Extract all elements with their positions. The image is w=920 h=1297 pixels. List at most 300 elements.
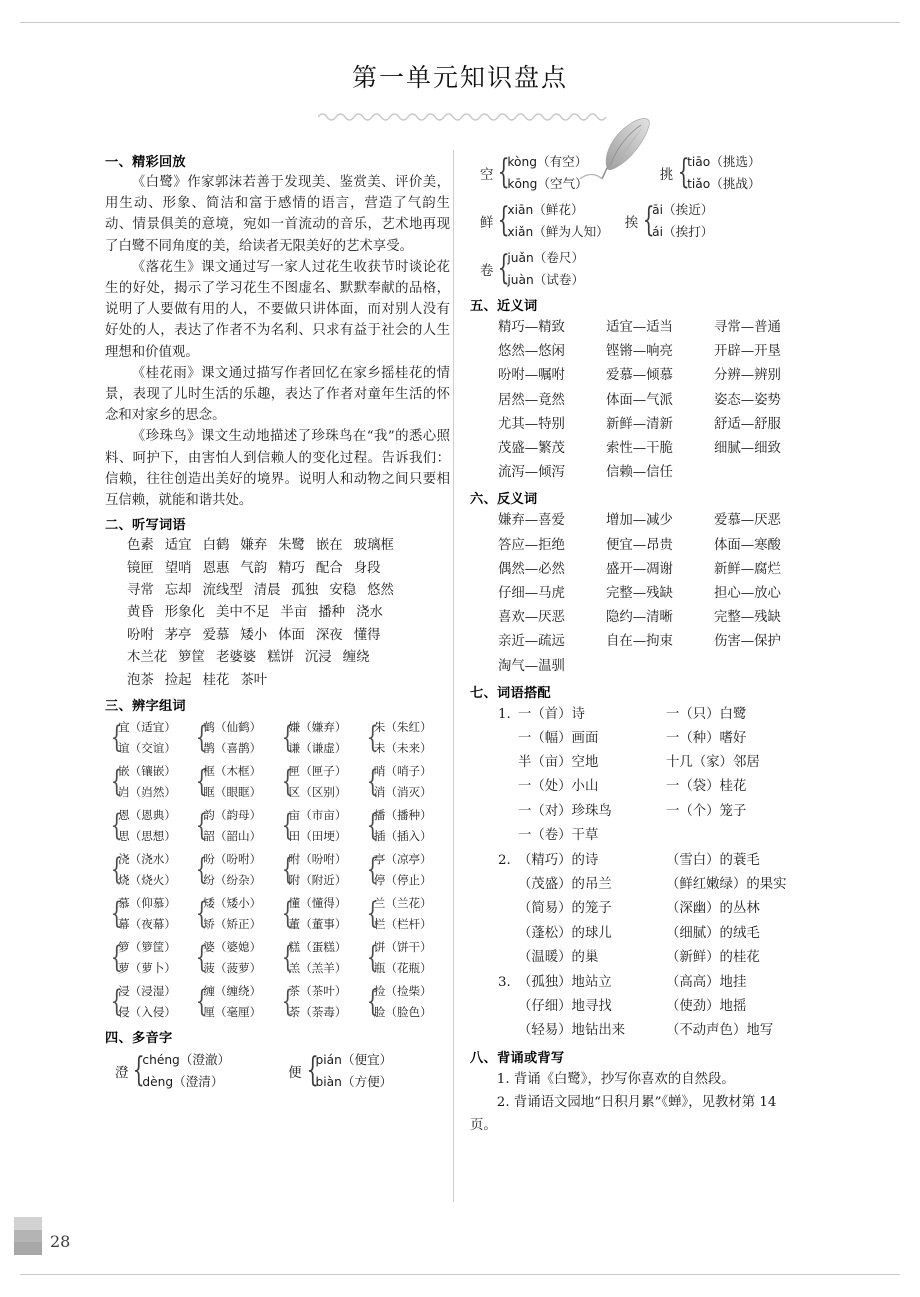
character-pair-cell <box>365 936 450 980</box>
polyphonic-word: （鲜花） <box>533 202 584 217</box>
character-pair-line: 烧（烧火） <box>118 873 176 888</box>
character-pair-cell <box>280 760 365 804</box>
pinyin-text: pián <box>315 1053 342 1068</box>
right-column <box>470 148 822 1137</box>
recap-paragraph-4: 《珍珠鸟》课文生动地描述了珍珠鸟在“我”的悉心照料、呵护下，由害怕人到信赖人的变化过程。告诉我们：信赖，往往创造出美好的境界。说明人和动物之间只要相互信赖，就能和谐共处。 <box>105 429 450 509</box>
dictation-word: 老婆婆 <box>215 650 257 666</box>
antonym-pair: 增加—减少 <box>606 513 673 529</box>
collocation-row <box>470 751 822 775</box>
polyphonic-character: 挨 <box>624 215 639 231</box>
character-pair-line: 咐（吩咐） <box>288 852 347 867</box>
polyphonic-character: 挑 <box>659 167 674 183</box>
left-brace-icon: { <box>195 720 208 756</box>
collocation-row <box>470 971 822 995</box>
antonym-pair: 完整—残缺 <box>606 586 673 602</box>
polyphonic-item <box>480 246 584 292</box>
left-brace-icon: { <box>110 852 123 888</box>
left-brace-icon: { <box>195 984 208 1020</box>
collocation-groups <box>470 703 822 1044</box>
antonym-pair: 偶然—必然 <box>498 561 565 577</box>
character-pair-cell <box>109 892 194 936</box>
dictation-word-row <box>105 602 450 624</box>
polyphonic-word: （空气） <box>537 176 588 191</box>
dictation-word: 播种 <box>318 605 346 621</box>
collocation-group-number <box>498 995 518 1019</box>
synonym-pair: 铿锵—响亮 <box>606 344 673 360</box>
left-brace-icon: { <box>281 852 294 888</box>
dictation-word: 吩咐 <box>127 627 154 643</box>
character-pair-cell <box>365 980 450 1024</box>
collocation-row <box>470 1019 822 1043</box>
character-pair-line: 眶（眼眶） <box>203 785 262 800</box>
page-footer <box>0 1221 920 1261</box>
synonym-pair <box>714 461 822 485</box>
antonym-pair <box>714 655 822 679</box>
antonym-pair: 喜欢—厌恶 <box>498 610 565 626</box>
dictation-word: 矮小 <box>240 627 268 643</box>
character-pair-cell <box>280 936 365 980</box>
collocation-item: （孤独）地站立 <box>518 975 612 991</box>
dictation-word: 缠绕 <box>342 650 370 666</box>
pinyin-text: dèng <box>142 1075 174 1090</box>
synonym-pair: 开辟—开垦 <box>714 344 781 360</box>
dictation-word: 镜匣 <box>127 560 154 576</box>
character-pair-line: 插（插入） <box>373 829 432 844</box>
dictation-word: 箩筐 <box>178 650 205 666</box>
spacer <box>609 198 625 244</box>
dictation-word: 玻璃框 <box>353 538 394 554</box>
polyphonic-word: （挑选） <box>710 154 761 169</box>
collocation-group <box>470 971 822 1044</box>
collocation-group-number <box>498 946 518 970</box>
collocation-item: （高高）地挂 <box>666 975 747 991</box>
collocation-group-number: 2. <box>498 853 511 869</box>
antonym-pair: 完整—残缺 <box>714 610 781 626</box>
antonym-pair: 隐约—清晰 <box>606 610 673 626</box>
character-pair-line: 脸（脸色） <box>373 1005 432 1020</box>
pinyin-text: tiǎo <box>687 177 711 191</box>
section-heading-5: 五、近义词 <box>470 299 538 314</box>
character-pair-line: 侵（入侵） <box>118 1005 176 1020</box>
dictation-word: 嫌弃 <box>240 538 268 554</box>
character-pair-line: 岿（岿然） <box>118 785 176 800</box>
polyphonic-reading <box>652 221 713 243</box>
collocation-row <box>470 946 822 970</box>
collocation-group <box>470 849 822 970</box>
character-pair-line: 饼（饼干） <box>373 940 432 955</box>
character-pair-line: 嵌（镶嵌） <box>118 764 176 779</box>
dictation-word: 精巧 <box>278 560 305 576</box>
polyphonic-word: （挑战） <box>710 176 761 191</box>
pinyin-text: juàn <box>507 273 534 287</box>
character-pair-cell <box>109 760 194 804</box>
character-pair-line: 矮（矮小） <box>203 896 262 911</box>
character-pair-line: 栏（栏杆） <box>373 917 432 932</box>
character-pair-line: 谦（谦虚） <box>288 741 347 756</box>
character-pair-line: 消（消灭） <box>373 785 432 800</box>
collocation-row <box>470 775 822 799</box>
character-pair-cell <box>365 760 450 804</box>
top-rule <box>20 22 900 23</box>
antonym-pair: 淘气—温驯 <box>498 658 565 674</box>
page-tab-decoration <box>14 1217 42 1255</box>
left-brace-icon: { <box>366 720 379 756</box>
section-heading-4: 四、多音字 <box>105 1031 173 1047</box>
left-brace-icon: { <box>195 808 208 844</box>
collocation-row <box>470 800 822 824</box>
character-pair-line: 哨（哨子） <box>373 764 432 779</box>
collocation-item: 一（卷）干草 <box>518 827 599 843</box>
dictation-word-list <box>105 535 450 692</box>
polyphonic-reading <box>687 151 760 173</box>
character-pair-cell <box>280 848 365 892</box>
synonym-pair: 分辨—辨别 <box>714 368 781 384</box>
recap-paragraph-3: 《桂花雨》课文通过描写作者回忆在家乡摇桂花的情景，表现了儿时生活的乐趣，表达了作者对童年生活的怀念和对家乡的思念。 <box>105 365 450 424</box>
collocation-group-number <box>498 824 518 848</box>
antonym-pair: 盛开—凋谢 <box>606 561 673 577</box>
character-pair-line: 瓶（花瓶） <box>373 961 432 976</box>
polyphonic-word: （卷尺） <box>533 250 585 265</box>
polyphonic-word: （澄澈） <box>179 1052 231 1068</box>
antonym-pair: 嫌弃—喜爱 <box>498 513 565 529</box>
character-pair-line: 茶（茶叶） <box>288 984 347 999</box>
polyphonic-word: （有空） <box>536 154 588 169</box>
left-brace-icon: { <box>195 940 208 976</box>
character-pair-line: 未（未来） <box>373 741 432 756</box>
polyphonic-item <box>480 150 588 196</box>
collocation-item: 一（只）白鹭 <box>666 706 747 722</box>
polyphonic-item <box>480 198 609 244</box>
collocation-item: 一（首）诗 <box>518 706 585 722</box>
polyphonic-item <box>115 1048 230 1094</box>
recap-paragraph-2: 《落花生》课文通过写一家人过花生收获节时谈论花生的好处，揭示了学习花生不图虚名、默默奉献的品格，说明了人要做有用的人，不要做只讲体面，而对别人没有好处的人，表达了作者不为名利、只求有益于社会的人生理想和价值观。 <box>105 259 450 360</box>
character-pair-line: 箩（箩筐） <box>118 940 176 955</box>
page-header <box>0 58 920 136</box>
dictation-word: 爱慕 <box>202 627 230 643</box>
collocation-group-number: 1. <box>498 706 511 722</box>
collocation-item: （仔细）地寻找 <box>518 999 612 1015</box>
dictation-word: 半亩 <box>280 605 308 621</box>
dictation-word: 木兰花 <box>127 650 168 666</box>
polyphonic-reading <box>507 247 584 269</box>
synonym-pair: 寻常—普通 <box>714 320 781 335</box>
synonym-pair: 索性—干脆 <box>606 441 673 457</box>
character-pair-line: 鹤（仙鹤） <box>203 720 262 735</box>
antonym-pair: 新鲜—腐烂 <box>714 561 781 577</box>
antonym-pair: 自在—拘束 <box>606 634 673 650</box>
left-brace-icon: { <box>110 808 123 844</box>
left-brace-icon: { <box>110 940 123 976</box>
dictation-word: 嵌在 <box>315 538 343 554</box>
left-brace-icon: { <box>281 764 294 800</box>
character-pair-line: 框（木框） <box>203 764 262 779</box>
character-pair-cell <box>280 716 365 760</box>
polyphonic-character: 鲜 <box>480 215 494 231</box>
character-pair-line: 韵（韵母） <box>203 808 262 823</box>
left-brace-icon: { <box>110 764 123 800</box>
polyphonic-item <box>288 1048 392 1094</box>
dictation-word: 茅亭 <box>164 627 192 643</box>
collocation-row <box>470 824 822 848</box>
left-brace-icon: { <box>366 764 379 800</box>
left-brace-icon: { <box>195 896 208 932</box>
character-pair-line: 匣（匣子） <box>288 764 347 779</box>
synonym-pair: 精巧—精致 <box>498 320 565 335</box>
collocation-item: 一（袋）桂花 <box>666 779 747 795</box>
dictation-word: 气韵 <box>240 560 268 576</box>
section-heading-2: 二、听写词语 <box>105 518 186 534</box>
polyphonic-reading <box>652 199 713 221</box>
collocation-item: 一（种）嗜好 <box>666 731 747 747</box>
dictation-word: 桂花 <box>202 672 230 688</box>
collocation-item: （鲜红嫩绿）的果实 <box>666 877 787 893</box>
left-brace-icon: { <box>366 984 379 1020</box>
pinyin-text: xiǎn <box>507 225 534 239</box>
collocation-item: （雪白）的蓑毛 <box>666 853 760 869</box>
synonym-grid <box>470 316 822 485</box>
recitation-line: 2. 背诵语文园地“日积月累”《蝉》，见教材第 14 <box>496 1094 777 1110</box>
collocation-item: 一（对）珍珠鸟 <box>518 803 612 819</box>
collocation-item: （新鲜）的桂花 <box>666 949 760 965</box>
polyphonic-word: （挨近） <box>663 202 714 217</box>
character-pair-cell <box>194 980 279 1024</box>
dictation-word-row <box>105 625 450 647</box>
collocation-item: 十几（家）邻居 <box>666 755 760 771</box>
dictation-word: 沉浸 <box>304 650 332 666</box>
character-pair-line: 糕（蛋糕） <box>288 940 347 955</box>
collocation-item: （蓬松）的球儿 <box>518 925 612 941</box>
character-pair-cell <box>109 848 194 892</box>
character-pair-cell <box>194 892 279 936</box>
pinyin-text: āi <box>652 203 663 217</box>
character-pair-line: 萝（萝卜） <box>118 961 176 976</box>
character-pair-line: 附（附近） <box>288 873 347 888</box>
antonym-pair: 伤害—保护 <box>714 634 781 650</box>
left-brace-icon: { <box>281 808 294 844</box>
recitation-line: 1. 背诵《白鹭》，抄写你喜欢的自然段。 <box>496 1071 735 1087</box>
collocation-item: （简易）的笼子 <box>518 901 612 917</box>
recitation-line: 页。 <box>470 1117 497 1133</box>
dictation-word-row <box>105 580 450 602</box>
synonym-pair: 流泻—倾泻 <box>498 465 565 481</box>
character-pair-cell <box>280 980 365 1024</box>
polyphonic-character: 澄 <box>115 1065 129 1081</box>
synonym-pair: 爱慕—倾慕 <box>606 368 673 384</box>
character-pair-line: 浇（浇水） <box>118 852 176 867</box>
antonym-pair: 仔细—马虎 <box>498 586 565 602</box>
polyphonic-reading <box>507 221 608 243</box>
left-brace-icon: { <box>281 984 294 1020</box>
polyphonic-group-right-3 <box>470 246 822 292</box>
collocation-row <box>470 849 822 873</box>
polyphonic-group-right-2 <box>470 198 822 244</box>
collocation-group-number <box>498 922 518 946</box>
collocation-group-number <box>498 800 518 824</box>
left-brace-icon: { <box>133 1050 145 1091</box>
collocation-group-number <box>498 727 518 751</box>
character-pair-line: 宜（适宜） <box>118 720 176 735</box>
character-pair-cell <box>194 760 279 804</box>
polyphonic-item <box>660 150 761 196</box>
antonym-pair: 亲近—疏远 <box>498 634 565 650</box>
antonym-grid <box>470 509 822 678</box>
recap-paragraph-1: 《白鹭》作家郭沫若善于发现美、鉴赏美、评价美，用生动、形象、简洁和富于感情的语言，营造了气韵生动、情景俱美的意境，宛如一首流动的音乐，艺术地再现了白鹭不同角度的美，给读者无限美好的艺术享受。 <box>105 175 450 254</box>
character-pair-line: 鹊（喜鹊） <box>203 741 262 756</box>
polyphonic-word: （鲜为人知） <box>533 224 609 239</box>
left-brace-icon: { <box>110 984 123 1020</box>
character-pair-line: 韶（韶山） <box>203 829 262 844</box>
dictation-word: 适宜 <box>164 538 192 554</box>
dictation-word-row <box>105 670 450 692</box>
wavy-underline-decoration <box>318 108 608 122</box>
column-divider <box>453 150 454 1202</box>
collocation-group-number <box>498 751 518 775</box>
dictation-word: 懂得 <box>353 627 381 643</box>
collocation-group-number <box>498 1019 518 1043</box>
dictation-word: 清晨 <box>253 583 281 599</box>
dictation-word: 浇水 <box>356 605 383 621</box>
left-brace-icon: { <box>498 248 510 289</box>
polyphonic-character: 便 <box>288 1065 302 1081</box>
polyphonic-reading <box>687 173 760 195</box>
collocation-group-number: 3. <box>498 975 511 991</box>
character-distinction-grid <box>105 716 450 1024</box>
synonym-pair: 体面—气派 <box>606 392 673 408</box>
section-heading-8: 八、背诵或背写 <box>470 1050 565 1066</box>
dictation-word: 泡茶 <box>127 672 154 688</box>
collocation-group <box>470 703 822 848</box>
character-pair-cell <box>365 848 450 892</box>
character-pair-line: 纷（纷杂） <box>203 873 262 888</box>
character-pair-cell <box>109 980 194 1024</box>
dictation-word: 望哨 <box>164 560 192 576</box>
dictation-word-row <box>105 535 450 557</box>
section-heading-1: 一、精彩回放 <box>105 155 186 170</box>
synonym-pair: 尤其—特别 <box>498 416 565 432</box>
collocation-row <box>470 922 822 946</box>
synonym-pair: 吩咐—嘱咐 <box>498 368 565 384</box>
polyphonic-reading <box>507 199 608 221</box>
polyphonic-reading <box>142 1071 230 1093</box>
character-pair-cell <box>109 936 194 980</box>
left-brace-icon: { <box>498 200 510 241</box>
synonym-pair: 居然—竟然 <box>498 392 565 408</box>
character-pair-line: 恩（恩典） <box>118 808 176 823</box>
dictation-word: 形象化 <box>164 605 205 621</box>
dictation-word: 白鹤 <box>202 538 230 554</box>
polyphonic-word: （澄清） <box>173 1074 224 1090</box>
dictation-word: 忘却 <box>164 583 192 599</box>
character-pair-line: 浸（浸湿） <box>118 984 176 999</box>
polyphonic-reading <box>316 1049 393 1071</box>
left-brace-icon: { <box>281 896 294 932</box>
dictation-word: 美中不足 <box>215 605 270 621</box>
character-pair-line: 吩（吩咐） <box>203 852 262 867</box>
left-brace-icon: { <box>366 896 379 932</box>
polyphonic-group-left <box>105 1048 450 1094</box>
collocation-item: （深幽）的丛林 <box>666 901 760 917</box>
pinyin-text: kōng <box>507 177 538 191</box>
antonym-pair: 体面—寒酸 <box>714 537 781 553</box>
polyphonic-reading <box>316 1071 393 1093</box>
collocation-group-number <box>498 897 518 921</box>
character-pair-line: 慕（仰慕） <box>118 896 176 911</box>
character-pair-cell <box>194 848 279 892</box>
character-pair-cell <box>365 892 450 936</box>
synonym-pair: 信赖—信任 <box>606 465 673 481</box>
character-pair-line: 兰（兰花） <box>373 896 432 911</box>
character-pair-line: 亩（市亩） <box>288 808 347 823</box>
synonym-pair: 姿态—姿势 <box>714 392 781 408</box>
dictation-word-row <box>105 558 450 580</box>
section-heading-6: 六、反义词 <box>470 492 538 508</box>
character-pair-line: 董（董事） <box>288 917 347 932</box>
dictation-word: 身段 <box>353 560 381 576</box>
polyphonic-reading <box>142 1049 230 1071</box>
character-pair-line: 田（田埂） <box>288 829 347 844</box>
character-pair-cell <box>109 804 194 848</box>
collocation-item: 半（亩）空地 <box>518 755 599 771</box>
spacer <box>230 1048 288 1094</box>
dictation-word: 悠然 <box>367 583 394 599</box>
antonym-pair <box>606 655 714 679</box>
polyphonic-group-right-1 <box>470 150 822 196</box>
collocation-item: （温暖）的巢 <box>518 949 599 965</box>
dictation-word: 恩惠 <box>202 560 230 576</box>
synonym-pair: 悠然—悠闲 <box>498 344 565 360</box>
spacer <box>588 150 660 196</box>
polyphonic-word: （试卷） <box>533 272 585 287</box>
polyphonic-reading <box>507 151 587 173</box>
left-brace-icon: { <box>498 152 510 193</box>
character-pair-line: 菠（菠萝） <box>203 961 262 976</box>
character-pair-cell <box>194 804 279 848</box>
synonym-pair: 茂盛—繁茂 <box>498 441 565 457</box>
character-pair-line: 羔（羔羊） <box>288 961 347 976</box>
dictation-word: 寻常 <box>127 583 154 599</box>
character-pair-line: 嫌（嫌弃） <box>288 720 347 735</box>
recitation-list <box>470 1068 822 1137</box>
dictation-word: 深夜 <box>315 627 343 643</box>
synonym-pair: 细腻—细致 <box>714 441 781 457</box>
synonym-pair: 新鲜—清新 <box>606 416 673 432</box>
pinyin-text: ái <box>652 225 663 239</box>
character-pair-line: 荼（荼毒） <box>288 1005 347 1020</box>
character-pair-line: 谊（交谊） <box>118 741 176 756</box>
character-pair-line: 捡（捡柴） <box>373 984 432 999</box>
character-pair-line: 朱（朱红） <box>373 720 432 735</box>
collocation-group-number <box>498 775 518 799</box>
polyphonic-word: （挨打） <box>663 224 714 239</box>
polyphonic-reading <box>507 173 587 195</box>
character-pair-line: 思（思想） <box>118 829 176 844</box>
left-brace-icon: { <box>366 852 379 888</box>
collocation-item: 一（个）笼子 <box>666 803 747 819</box>
left-column <box>105 148 450 1094</box>
dictation-word: 安稳 <box>329 583 357 599</box>
collocation-item: （精巧）的诗 <box>518 853 599 869</box>
collocation-item: （轻易）地钻出来 <box>518 1023 626 1039</box>
dictation-word: 黄昏 <box>127 605 154 621</box>
pinyin-text: xiān <box>507 203 534 217</box>
character-pair-cell <box>194 936 279 980</box>
bottom-rule <box>20 1274 900 1275</box>
collocation-row <box>470 703 822 727</box>
character-pair-line: 播（播种） <box>373 808 432 823</box>
polyphonic-character: 卷 <box>480 263 494 279</box>
collocation-item: （使劲）地摇 <box>666 999 747 1015</box>
dictation-word-row <box>105 647 450 669</box>
